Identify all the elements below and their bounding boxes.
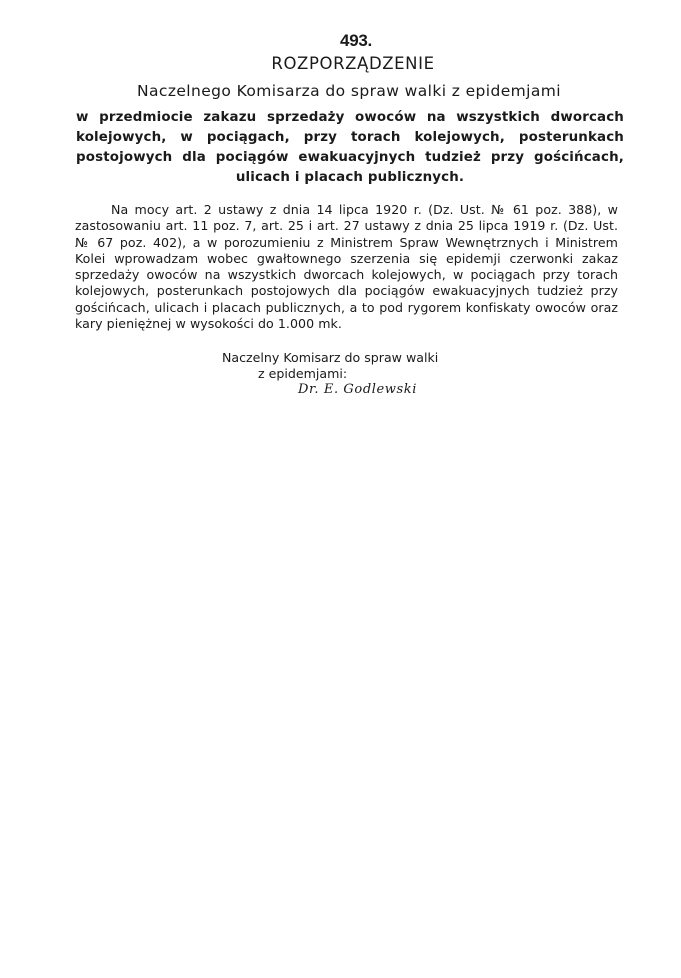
- document-page: [72, 30, 624, 398]
- signature-block: [222, 350, 620, 398]
- item-number: 493.: [340, 31, 372, 50]
- act-type-heading: ROZPORZĄDZENIE: [271, 54, 435, 73]
- act-subject: w przedmiocie zakazu sprzedaży owoców na wszystkich dworcach kolejowych, w pociągach, przy torach kolejowych, posterunkach postojowych dla pociągów ewakuacyjnych tudzież przy gościńcach, ulicach i placach publicznych.: [76, 110, 624, 185]
- issuer-heading: Naczelnego Komisarza do spraw walki z epidemjami: [137, 82, 561, 100]
- signatory-role-line-2: z epidemjami:: [258, 366, 348, 382]
- signatory-name: Dr. E. Godlewski: [298, 382, 418, 398]
- signatory-role-line-1: Naczelny Komisarz do spraw walki: [222, 350, 439, 366]
- act-body-paragraph: Na mocy art. 2 ustawy z dnia 14 lipca 1920 r. (Dz. Ust. № 61 poz. 388), w zastosowaniu art. 11 poz. 7, art. 25 i art. 27 ustawy z dnia 25 lipca 1919 r. (Dz. Ust. № 67 poz. 402), a w porozumieniu z Ministrem Spraw Wewnętrznych i Ministrem Kolei wprowadzam wobec gwałtownego szerzenia się epidemji czerwonki zakaz sprzedaży owoców na wszystkich dworcach kolejowych, w pociągach przy torach kolejowych, posterunkach postojowych dla pociągów ewakuacyjnych tudzież przy gościńcach, ulicach i placach publicznych, a to pod rygorem konfiskaty owoców oraz kary pieniężnej w wysokości do 1.000 mk.: [75, 202, 618, 332]
